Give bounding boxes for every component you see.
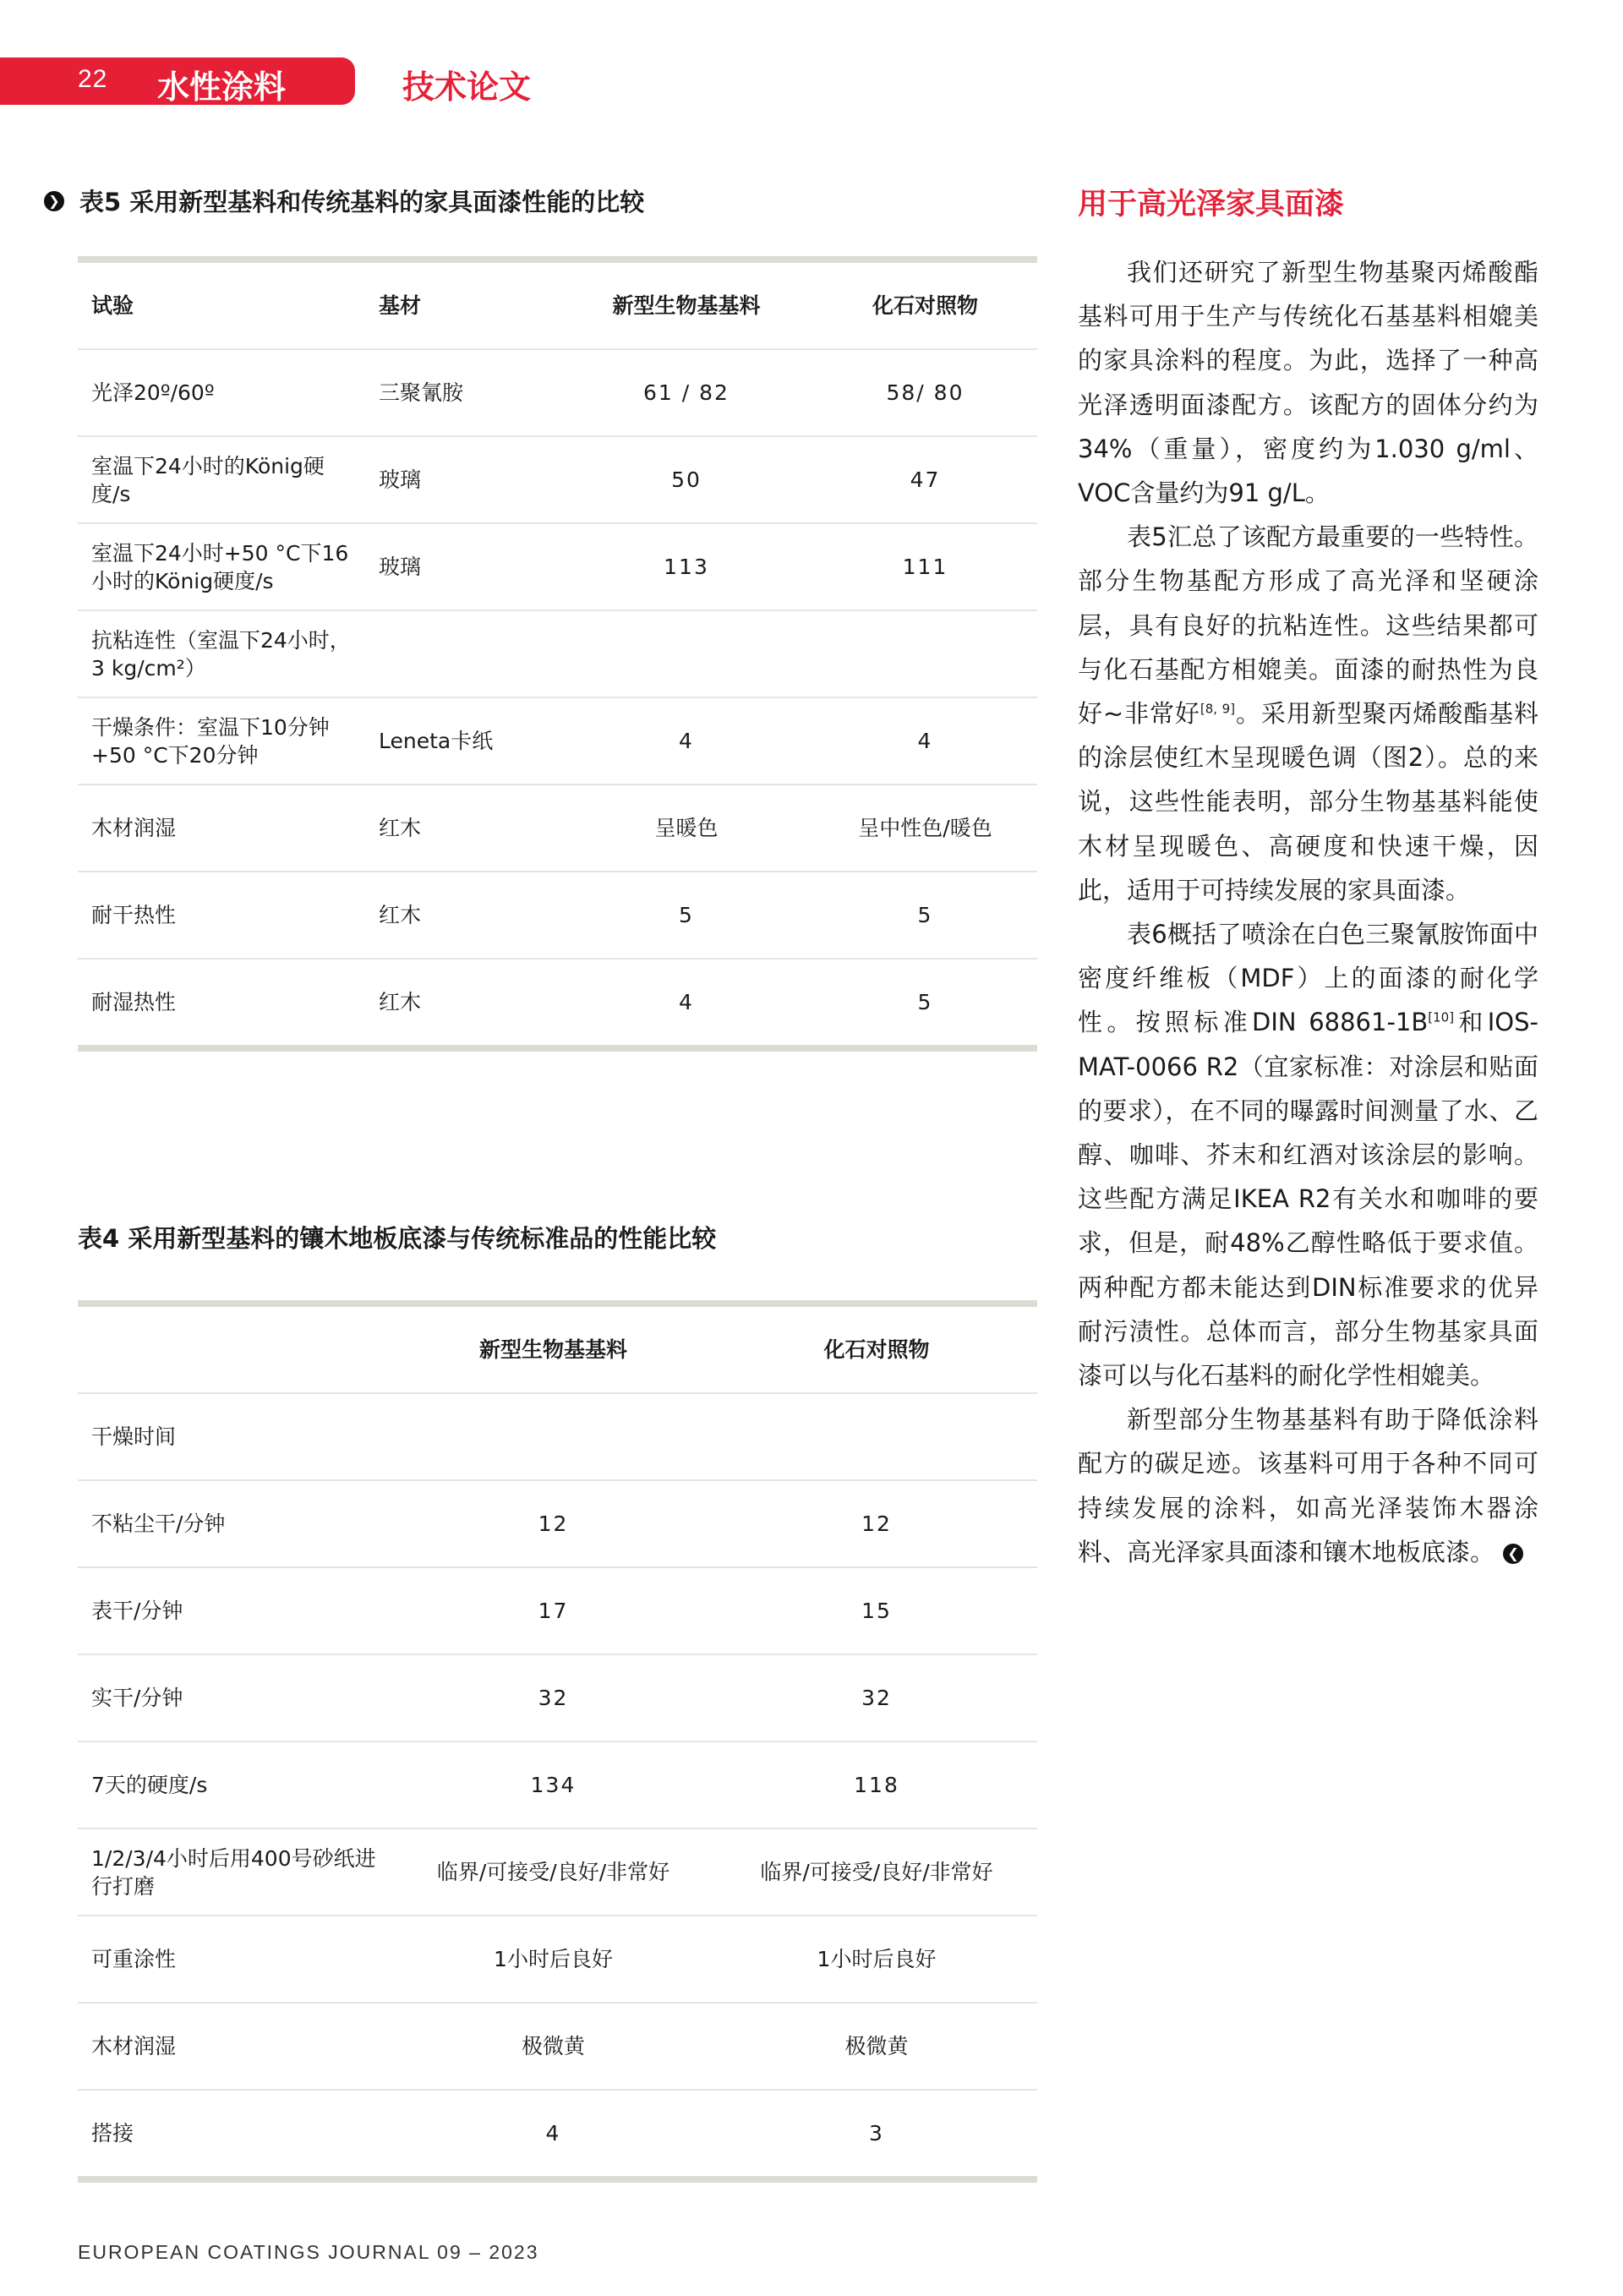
cell: 临界/可接受/良好/非常好 — [716, 1829, 1037, 1916]
table-row — [78, 1654, 1037, 1741]
cell: 玻璃 — [365, 436, 560, 523]
cell: 1小时后良好 — [391, 1916, 716, 2003]
cell: 三聚氰胺 — [365, 349, 560, 436]
table-row — [78, 2003, 1037, 2090]
paragraph-text: 表6概括了喷涂在白色三聚氰胺饰面中密度纤维板（MDF）上的面漆的耐化学性。按照标准DIN 68861-1B — [1078, 920, 1538, 1037]
paragraph: 我们还研究了新型生物基聚丙烯酸酯基料可用于生产与传统化石基基料相媲美的家具涂料的程度。为此，选择了一种高光泽透明面漆配方。该配方的固体分约为34%（重量），密度约为1.030 g/ml、VOC含量约为91 g/L。 — [1078, 258, 1538, 508]
cell: 干燥时间 — [78, 1393, 391, 1480]
cell: 室温下24小时+50 °C下16小时的König硬度/s — [78, 523, 365, 610]
cell: 表干/分钟 — [78, 1567, 391, 1654]
column-header: 化石对照物 — [716, 1304, 1037, 1393]
column-header: 化石对照物 — [813, 260, 1037, 349]
paragraph-text: 表5汇总了该配方最重要的一些特性。部分生物基配方形成了高光泽和坚硬涂层，具有良好的抗粘连性。这些结果都可与化石基配方相媲美。面漆的耐热性为良好~非常好 — [1078, 522, 1538, 729]
cell: 实干/分钟 — [78, 1654, 391, 1741]
table4 — [78, 1300, 1037, 2183]
table-row — [78, 872, 1037, 959]
table-row — [78, 436, 1037, 523]
cell: 4 — [560, 697, 813, 784]
cell: 可重涂性 — [78, 1916, 391, 2003]
cell: Leneta卡纸 — [365, 697, 560, 784]
paragraph-text: 新型部分生物基基料有助于降低涂料配方的碳足迹。该基料可用于各种不同可持续发展的涂料，如高光泽装饰木器涂料、高光泽家具面漆和镶木地板底漆。 — [1078, 1405, 1538, 1566]
page-number: 22 — [78, 65, 108, 93]
table-row — [78, 1567, 1037, 1654]
table-header-row — [78, 1304, 1037, 1393]
cell — [716, 1393, 1037, 1480]
cell: 4 — [813, 697, 1037, 784]
cell: 7天的硬度/s — [78, 1741, 391, 1829]
citation-ref: [8, 9] — [1199, 701, 1236, 717]
cell: 5 — [813, 872, 1037, 959]
cell: 134 — [391, 1741, 716, 1829]
table-row — [78, 697, 1037, 784]
cell — [391, 1393, 716, 1480]
article-type-label: 技术论文 — [402, 68, 532, 106]
cell: 5 — [560, 872, 813, 959]
cell: 32 — [391, 1654, 716, 1741]
cell: 不粘尘干/分钟 — [78, 1480, 391, 1567]
citation-ref: [10] — [1428, 1009, 1455, 1025]
table5-caption — [44, 183, 644, 218]
cell: 木材润湿 — [78, 784, 365, 872]
cell — [560, 610, 813, 697]
cell: 极微黄 — [391, 2003, 716, 2090]
cell: 17 — [391, 1567, 716, 1654]
cell: 极微黄 — [716, 2003, 1037, 2090]
paragraph — [1078, 1397, 1538, 1574]
cell: 113 — [560, 523, 813, 610]
cell: 木材润湿 — [78, 2003, 391, 2090]
cell: 118 — [716, 1741, 1037, 1829]
cell: 15 — [716, 1567, 1037, 1654]
table4-caption: 表4 采用新型基料的镶木地板底漆与传统标准品的性能比较 — [78, 1224, 717, 1253]
table-row — [78, 1741, 1037, 1829]
cell: 3 — [869, 2121, 884, 2146]
cell: 搭接 — [91, 2121, 134, 2146]
cell: 呈中性色/暖色 — [813, 784, 1037, 872]
table-row — [78, 1916, 1037, 2003]
cell: 室温下24小时的König硬度/s — [78, 436, 365, 523]
table-row — [78, 1480, 1037, 1567]
cell: 光泽20º/60º — [78, 349, 365, 436]
table5-caption-text: 表5 采用新型基料和传统基料的家具面漆性能的比较 — [79, 188, 645, 216]
table-row — [78, 523, 1037, 610]
cell: 抗粘连性（室温下24小时，3 kg/cm²） — [78, 610, 365, 697]
column-header: 试验 — [78, 260, 365, 349]
cell — [813, 610, 1037, 697]
cell: 耐湿热性 — [91, 990, 177, 1014]
column-header — [78, 1304, 391, 1393]
article-section-title: 用于高光泽家具面漆 — [1078, 188, 1345, 221]
cell: 玻璃 — [365, 523, 560, 610]
paragraph — [1078, 515, 1538, 912]
cell: 呈暖色 — [560, 784, 813, 872]
cell: 47 — [813, 436, 1037, 523]
footer-journal-issue: EUROPEAN COATINGS JOURNAL 09 – 2023 — [78, 2241, 539, 2263]
paragraph-text: 和IOS-MAT-0066 R2（宜家标准：对涂层和贴面的要求），在不同的曝露时间测量了水、乙醇、咖啡、芥末和红酒对该涂层的影响。这些配方满足IKEA R2有关水和咖啡的要求，但是，耐48%乙醇性略低于要求值。两种配方都未能达到DIN标准要求的优异耐污渍性。总体而言，部分生物基家具面漆可以与化石基料的耐化学性相媲美。 — [1078, 1008, 1538, 1391]
cell: 1/2/3/4小时后用400号砂纸进行打磨 — [78, 1829, 391, 1916]
cell: 干燥条件：室温下10分钟+50 °C下20分钟 — [78, 697, 365, 784]
column-header: 新型生物基基料 — [391, 1304, 716, 1393]
cell: 红木 — [365, 872, 560, 959]
cell: 红木 — [379, 990, 422, 1014]
cell: 58/ 80 — [813, 349, 1037, 436]
cell: 32 — [716, 1654, 1037, 1741]
table-row — [78, 2090, 1037, 2179]
table-row — [78, 1393, 1037, 1480]
cell: 1小时后良好 — [716, 1916, 1037, 2003]
cell: 4 — [545, 2121, 561, 2146]
table-row — [78, 349, 1037, 436]
table-row — [78, 959, 1037, 1048]
cell: 61 / 82 — [560, 349, 813, 436]
paragraph-text: 。采用新型聚丙烯酸酯基料的涂层使红木呈现暖色调（图2）。总的来说，这些性能表明，部分生物基基料能使木材呈现暖色、高硬度和快速干燥，因此，适用于可持续发展的家具面漆。 — [1078, 699, 1538, 905]
cell: 耐干热性 — [78, 872, 365, 959]
cell — [365, 610, 560, 697]
cell: 5 — [917, 990, 933, 1014]
table5 — [78, 256, 1037, 1052]
table-row — [78, 1829, 1037, 1916]
table-header-row — [78, 260, 1037, 349]
cell: 111 — [813, 523, 1037, 610]
column-header: 新型生物基基料 — [560, 260, 813, 349]
column-header: 基材 — [365, 260, 560, 349]
article-body — [1078, 250, 1538, 1574]
table-row — [78, 784, 1037, 872]
table-row — [78, 610, 1037, 697]
magazine-section-title: 水性涂料 — [157, 68, 287, 106]
cell: 临界/可接受/良好/非常好 — [391, 1829, 716, 1916]
cell: 12 — [391, 1480, 716, 1567]
paragraph — [1078, 912, 1538, 1397]
cell: 12 — [716, 1480, 1037, 1567]
cell: 50 — [560, 436, 813, 523]
chevron-left-icon: ❮ — [1503, 1544, 1523, 1564]
cell: 红木 — [365, 784, 560, 872]
chevron-right-icon: ❯ — [44, 191, 64, 211]
cell: 4 — [679, 990, 694, 1014]
